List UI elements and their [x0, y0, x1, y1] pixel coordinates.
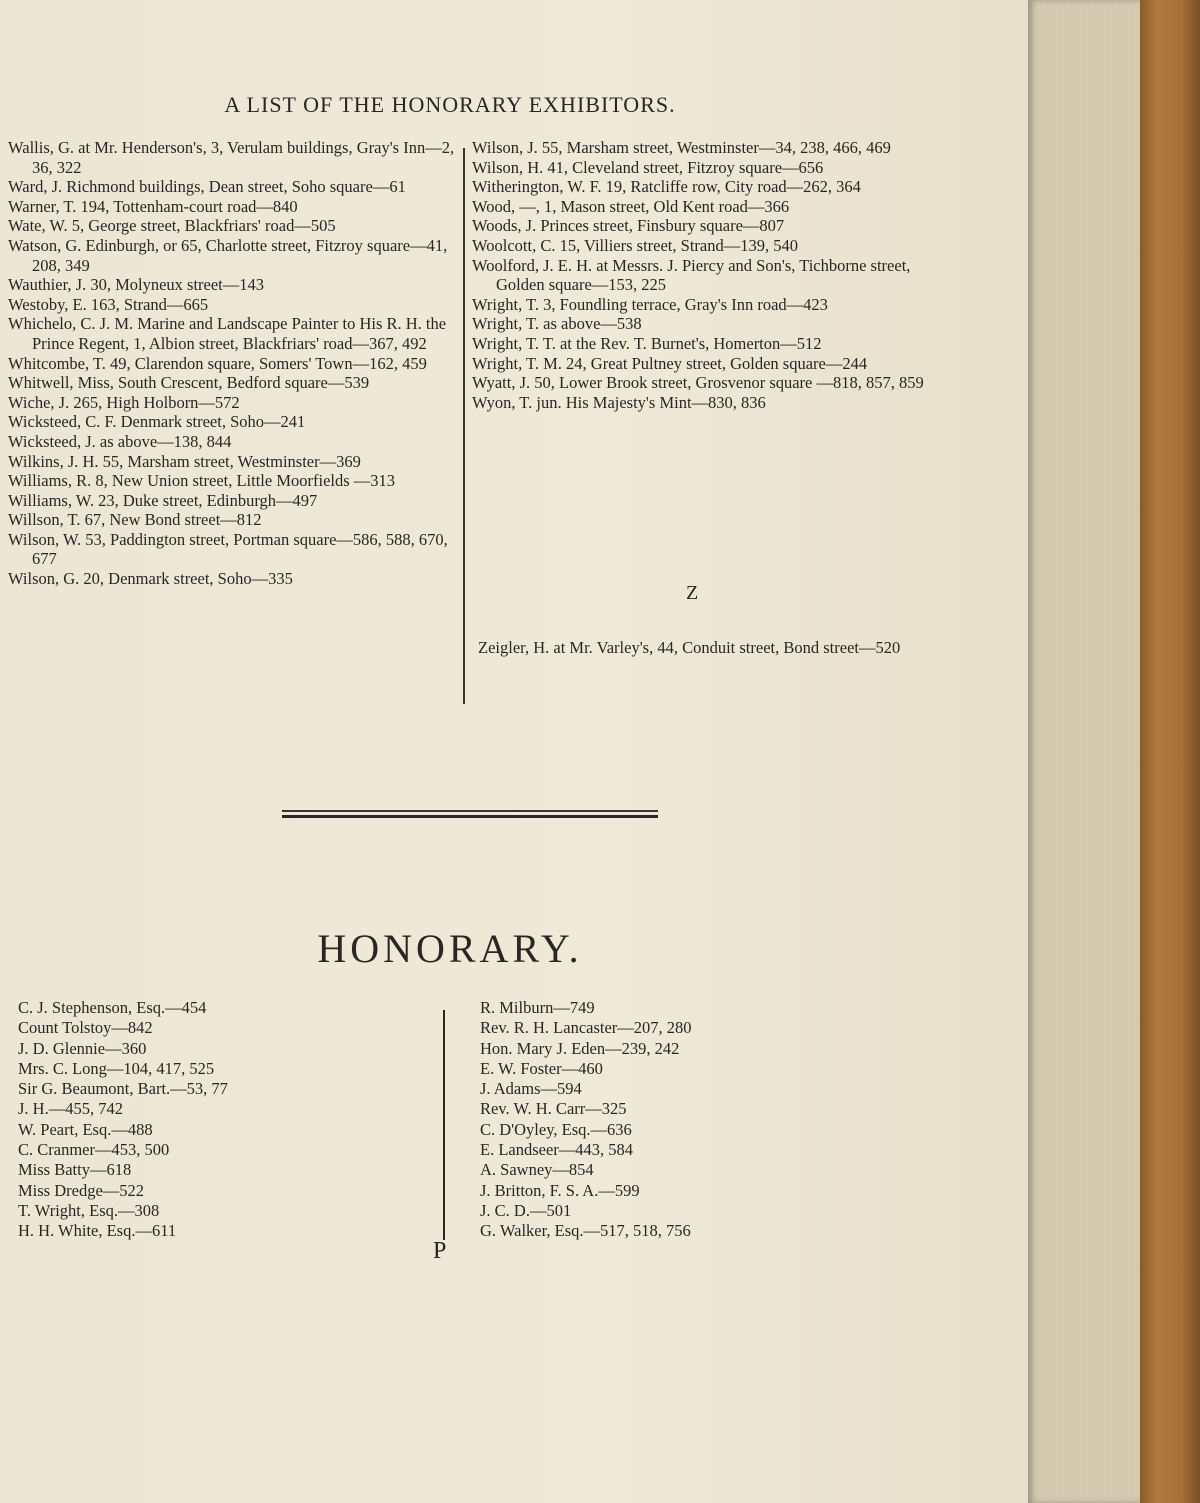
list-item: Wilson, G. 20, Denmark street, Soho—335 [8, 569, 293, 589]
list-item: Wright, T. 3, Foundling terrace, Gray's Inn road—423 [472, 294, 828, 314]
list-item: H. H. White, Esq.—611 [18, 1221, 177, 1241]
list-item: Whichelo, C. J. M. Marine and Landscape Painter to His R. H. the Prince Regent, 1, Albion street, Blackfriars' road—367, 492 [8, 314, 447, 353]
list-item: Watson, G. Edinburgh, or 65, Charlotte street, Fitzroy square—41, 208, 349 [8, 235, 448, 275]
list-item: W. Peart, Esq.—488 [18, 1119, 153, 1139]
list-item: Wright, T. as above—538 [472, 314, 642, 334]
section-divider [282, 810, 658, 818]
left-column [8, 138, 458, 589]
list-item: Wauthier, J. 30, Molyneux street—143 [8, 275, 265, 295]
list-item: Wicksteed, C. F. Denmark street, Soho—241 [8, 412, 306, 432]
page-heading: A LIST OF THE HONORARY EXHIBITORS. [224, 92, 676, 117]
signature-mark: P [433, 1238, 447, 1264]
list-item: G. Walker, Esq.—517, 518, 756 [480, 1221, 691, 1241]
list-item: Rev. R. H. Lancaster—207, 280 [480, 1018, 692, 1038]
list-item: A. Sawney—854 [480, 1160, 594, 1180]
list-item: Woolford, J. E. H. at Messrs. J. Piercy and Son's, Tichborne street, Golden square—153, 225 [472, 255, 911, 295]
list-item: Miss Batty—618 [18, 1160, 132, 1180]
list-item: Whitcombe, T. 49, Clarendon square, Somers' Town—162, 459 [8, 353, 427, 373]
honorary-right-column [480, 998, 890, 1242]
list-item: J. Adams—594 [480, 1079, 582, 1099]
list-item: Whitwell, Miss, South Crescent, Bedford square—539 [8, 373, 370, 393]
list-item: Miss Dredge—522 [18, 1180, 145, 1200]
honorary-title: HONORARY. [317, 926, 583, 971]
list-item: Wright, T. M. 24, Great Pultney street, Golden square—244 [472, 353, 868, 373]
list-item: Zeigler, H. at Mr. Varley's, 44, Conduit street, Bond street—520 [478, 638, 901, 657]
list-item: Wate, W. 5, George street, Blackfriars' road—505 [8, 216, 336, 236]
list-item: Wicksteed, J. as above—138, 844 [8, 431, 232, 451]
column-divider [443, 1010, 445, 1240]
list-item: Wright, T. T. at the Rev. T. Burnet's, Homerton—512 [472, 333, 822, 353]
list-item: Woods, J. Princes street, Finsbury square—807 [472, 216, 785, 236]
list-item: J. Britton, F. S. A.—599 [480, 1180, 640, 1200]
list-item: Wood, —, 1, Mason street, Old Kent road—366 [472, 196, 790, 216]
list-item: Williams, W. 23, Duke street, Edinburgh—497 [8, 490, 318, 510]
list-item: C. Cranmer—453, 500 [18, 1140, 170, 1160]
list-item: R. Milburn—749 [480, 998, 595, 1017]
list-item: Mrs. C. Long—104, 417, 525 [18, 1058, 215, 1078]
list-item: Wallis, G. at Mr. Henderson's, 3, Verulam buildings, Gray's Inn—2, 36, 322 [8, 138, 455, 177]
list-item: Ward, J. Richmond buildings, Dean street, Soho square—61 [8, 177, 406, 197]
list-item: Wiche, J. 265, High Holborn—572 [8, 392, 240, 412]
list-item: Wilson, W. 53, Paddington street, Portman square—586, 588, 670, 677 [8, 529, 448, 569]
list-item: C. J. Stephenson, Esq.—454 [18, 998, 207, 1017]
list-item: Wilkins, J. H. 55, Marsham street, Westminster—369 [8, 451, 361, 471]
column-divider [463, 148, 465, 704]
z-section [478, 638, 928, 658]
list-item: Willson, T. 67, New Bond street—812 [8, 510, 262, 530]
list-item: Woolcott, C. 15, Villiers street, Strand—139, 540 [472, 235, 798, 255]
list-item: C. D'Oyley, Esq.—636 [480, 1119, 632, 1139]
list-item: Wilson, H. 41, Cleveland street, Fitzroy square—656 [472, 157, 824, 177]
section-letter-z: Z [686, 582, 699, 604]
list-item: Rev. W. H. Carr—325 [480, 1099, 627, 1119]
list-item: Westoby, E. 163, Strand—665 [8, 294, 209, 314]
list-item: Warner, T. 194, Tottenham-court road—840 [8, 196, 298, 216]
list-item: Wyatt, J. 50, Lower Brook street, Grosvenor square —818, 857, 859 [472, 373, 924, 393]
list-item: Wyon, T. jun. His Majesty's Mint—830, 836 [472, 392, 766, 412]
list-item: Sir G. Beaumont, Bart.—53, 77 [18, 1079, 228, 1099]
list-item: J. C. D.—501 [480, 1200, 572, 1220]
list-item: Count Tolstoy—842 [18, 1018, 153, 1038]
list-item: Williams, R. 8, New Union street, Little Moorfields —313 [8, 471, 396, 491]
list-item: Witherington, W. F. 19, Ratcliffe row, City road—262, 364 [472, 177, 861, 197]
list-item: Hon. Mary J. Eden—239, 242 [480, 1038, 680, 1058]
list-item: T. Wright, Esq.—308 [18, 1200, 160, 1220]
page-edges [1028, 0, 1140, 1503]
list-item: Wilson, J. 55, Marsham street, Westminster—34, 238, 466, 469 [472, 138, 891, 157]
list-item: E. Landseer—443, 584 [480, 1140, 634, 1160]
honorary-left-column [18, 998, 428, 1242]
book-cover [1140, 0, 1200, 1503]
list-item: E. W. Foster—460 [480, 1058, 603, 1078]
right-column [472, 138, 924, 412]
list-item: J. D. Glennie—360 [18, 1038, 147, 1058]
list-item: J. H.—455, 742 [18, 1099, 123, 1119]
